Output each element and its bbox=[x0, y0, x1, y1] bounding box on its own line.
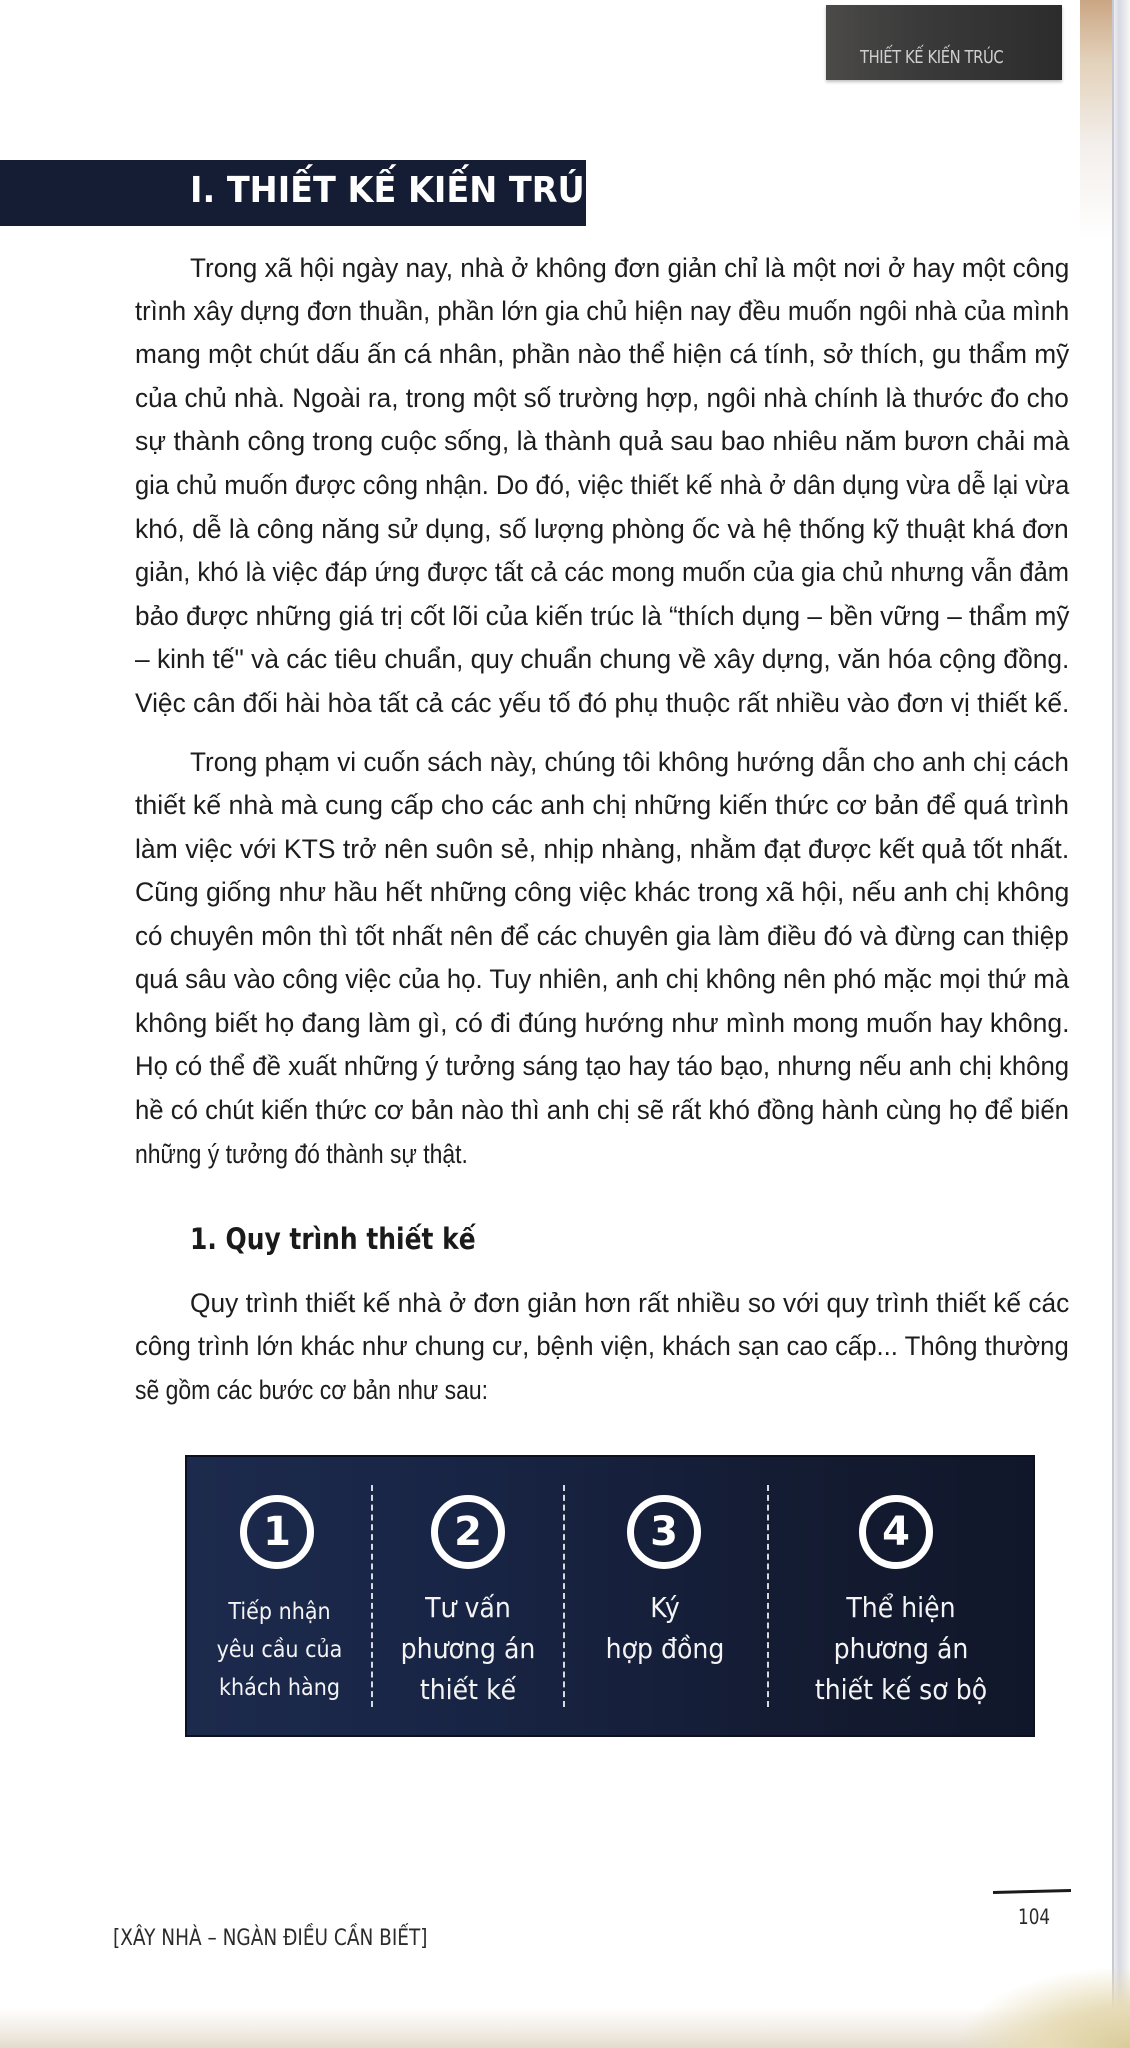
step-label bbox=[575, 1587, 755, 1669]
text-line: Việc cân đối hài hòa tất cả các yếu tố đó phụ thuộc rất nhiều vào đơn vị thiết kế. bbox=[135, 688, 1070, 718]
step-number-circle-icon: 3 bbox=[627, 1495, 701, 1569]
page-edge-right bbox=[1112, 0, 1130, 2048]
page-number: 104 bbox=[1018, 1905, 1051, 1929]
text-line: gia chủ muốn được công nhận. Do đó, việc thiết kế nhà ở dân dụng vừa dễ lại vừa bbox=[135, 470, 1070, 500]
step-label-line: Tiếp nhận bbox=[228, 1599, 331, 1625]
step-number-circle-icon: 1 bbox=[240, 1495, 314, 1569]
step-label-line: phương án bbox=[400, 1632, 536, 1665]
running-header-text: THIẾT KẾ KIẾN TRÚC bbox=[860, 47, 1004, 68]
step-label-line: thiết kế sơ bộ bbox=[814, 1673, 988, 1706]
step-label-line: Thể hiện bbox=[846, 1591, 956, 1624]
text-line: thiết kế nhà mà cung cấp cho các anh chị những kiến thức cơ bản để quá trình bbox=[135, 790, 1069, 820]
step-label bbox=[196, 1593, 363, 1707]
step-label-line: yêu cầu của bbox=[216, 1637, 343, 1663]
text-line: sự thành công trong cuộc sống, là thành quả sau bao nhiêu năm bươn chải mà bbox=[135, 426, 1070, 456]
text-line: không biết họ đang làm gì, có đi đúng hướng như mình mong muốn hay không. bbox=[135, 1008, 1070, 1038]
step-label-line: Ký bbox=[650, 1591, 680, 1624]
process-step-1 bbox=[187, 1457, 372, 1735]
page-number-rule bbox=[993, 1889, 1071, 1894]
text-line: làm việc với KTS trở nên suôn sẻ, nhịp nhàng, nhằm đạt được kết quả tốt nhất. bbox=[135, 834, 1070, 864]
text-line: Quy trình thiết kế nhà ở đơn giản hơn rất nhiều so với quy trình thiết kế các bbox=[190, 1288, 1070, 1318]
step-label-line: phương án bbox=[833, 1632, 969, 1665]
text-line: hề có chút kiến thức cơ bản nào thì anh chị sẽ rất khó đồng hành cùng họ để biến bbox=[135, 1095, 1069, 1125]
running-header-tab bbox=[826, 5, 1062, 80]
text-line: – kinh tế" và các tiêu chuẩn, quy chuẩn chung về xây dựng, văn hóa cộng đồng. bbox=[135, 644, 1070, 674]
text-line: giản, khó là việc đáp ứng được tất cả các mong muốn của gia chủ nhưng vẫn đảm bbox=[135, 557, 1070, 587]
page-edge-bottom-corner bbox=[960, 1968, 1130, 2048]
text-line: sẽ gồm các bước cơ bản như sau: bbox=[135, 1375, 488, 1405]
text-line: Họ có thể đề xuất những ý tưởng sáng tạo hay táo bạo, nhưng nếu anh chị không bbox=[135, 1051, 1070, 1081]
text-line: bảo được những giá trị cốt lõi của kiến trúc là “thích dụng – bền vững – thẩm mỹ bbox=[135, 601, 1070, 631]
step-label-line: thiết kế bbox=[419, 1673, 517, 1706]
text-line: Cũng giống như hầu hết những công việc khác trong xã hội, nếu anh chị không bbox=[135, 877, 1070, 907]
step-number-circle-icon: 4 bbox=[859, 1495, 933, 1569]
text-line: quá sâu vào công việc của họ. Tuy nhiên, anh chị không nên phó mặc mọi thứ mà bbox=[135, 964, 1070, 994]
step-number-circle-icon: 2 bbox=[431, 1495, 505, 1569]
step-label-line: khách hàng bbox=[219, 1675, 340, 1701]
text-line: khó, dễ là công năng sử dụng, số lượng phòng ốc và hệ thống kỹ thuật khá đơn bbox=[135, 514, 1069, 544]
text-line: Trong xã hội ngày nay, nhà ở không đơn giản chỉ là một nơi ở hay một công bbox=[190, 253, 1070, 283]
page-edge-line bbox=[1112, 0, 1114, 2048]
process-steps-diagram bbox=[187, 1457, 1033, 1735]
process-step-2 bbox=[373, 1457, 563, 1735]
text-line: trình xây dựng đơn thuần, phần lớn gia chủ hiện nay đều muốn ngôi nhà của mình bbox=[135, 296, 1070, 326]
text-line: của chủ nhà. Ngoài ra, trong một số trường hợp, ngôi nhà chính là thước đo cho bbox=[135, 383, 1069, 413]
text-line: mang một chút dấu ấn cá nhân, phần nào thể hiện cá tính, sở thích, gu thẩm mỹ bbox=[135, 339, 1070, 369]
step-label bbox=[782, 1587, 1020, 1710]
step-label bbox=[383, 1587, 554, 1710]
section-title: I. THIẾT KẾ KIẾN TRÚC bbox=[190, 170, 610, 211]
step-label-line: hợp đồng bbox=[605, 1632, 725, 1665]
process-step-4 bbox=[769, 1457, 1033, 1735]
subheading: 1. Quy trình thiết kế bbox=[190, 1222, 476, 1256]
text-line: những ý tưởng đó thành sự thật. bbox=[135, 1139, 468, 1169]
step-label-line: Tư vấn bbox=[425, 1591, 511, 1624]
text-line: Trong phạm vi cuốn sách này, chúng tôi không hướng dẫn cho anh chị cách bbox=[190, 747, 1069, 777]
section-title-bar bbox=[0, 160, 610, 226]
text-line: có chuyên môn thì tốt nhất nên để các chuyên gia làm điều đó và đừng can thiệp bbox=[135, 921, 1069, 951]
text-line: công trình lớn khác như chung cư, bệnh viện, khách sạn cao cấp... Thông thường bbox=[135, 1331, 1069, 1361]
process-step-3 bbox=[565, 1457, 765, 1735]
footer-book-title: [XÂY NHÀ – NGÀN ĐIỀU CẦN BIẾT] bbox=[113, 1926, 428, 1951]
